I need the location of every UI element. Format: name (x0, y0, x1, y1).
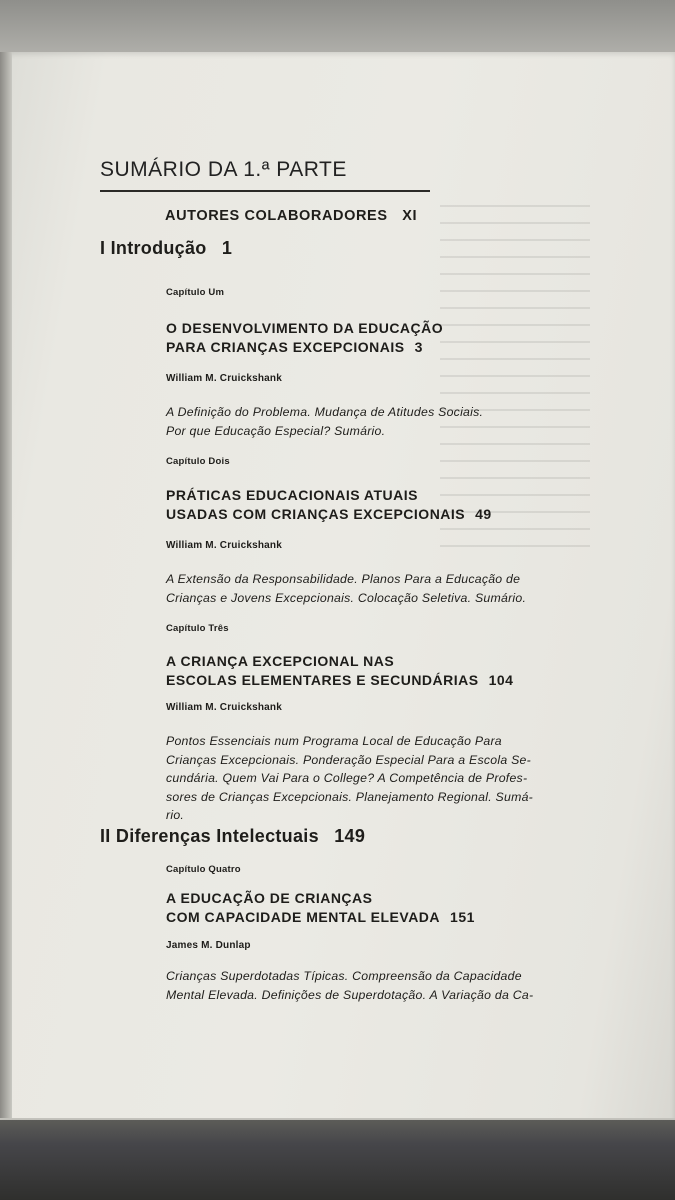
description-line: Crianças Superdotadas Típicas. Compreensão da Capacidade (166, 969, 522, 983)
part-page: 1 (221, 238, 233, 258)
part-page: 149 (334, 826, 366, 846)
description-line: Crianças e Jovens Excepcionais. Colocação Seletiva. Sumário. (166, 590, 527, 605)
part-heading (100, 826, 365, 847)
part-label: I Introdução (100, 238, 207, 258)
chapter-title-line: PRÁTICAS EDUCACIONAIS ATUAIS (166, 487, 419, 503)
description-line: A Extensão da Responsabilidade. Planos Para a Educação de (166, 572, 521, 586)
chapter-title-line (166, 908, 475, 927)
chapter-page: 3 (414, 339, 423, 355)
chapter-title-text: PARA CRIANÇAS EXCEPCIONAIS (166, 339, 405, 355)
chapter-title (166, 319, 443, 357)
part-label: II Diferenças Intelectuais (100, 826, 319, 846)
chapter-title-line (166, 338, 443, 357)
chapter-title-line (166, 505, 492, 524)
chapter-label: Capítulo Três (166, 623, 229, 634)
chapter-title (166, 652, 513, 690)
chapter-description (166, 570, 538, 607)
authors-label: AUTORES COLABORADORES (165, 208, 388, 224)
chapter-label: Capítulo Quatro (166, 864, 241, 875)
chapter-title-line: O DESENVOLVIMENTO DA EDUCAÇÃO (166, 320, 444, 336)
toc-title: SUMÁRIO DA 1.ª PARTE (100, 158, 347, 181)
chapter-title-text: ESCOLAS ELEMENTARES E SECUNDÁRIAS (166, 672, 479, 688)
chapter-page: 104 (488, 672, 514, 688)
background-bottom (0, 1120, 675, 1200)
authors-entry (165, 208, 417, 224)
page-spine-edge (0, 52, 12, 1147)
chapter-title (166, 889, 475, 927)
chapter-title-text: USADAS COM CRIANÇAS EXCEPCIONAIS (166, 506, 466, 522)
chapter-title (166, 486, 492, 524)
chapter-author: James M. Dunlap (166, 940, 251, 951)
chapter-description (166, 403, 538, 440)
chapter-description (166, 732, 538, 825)
chapter-label: Capítulo Um (166, 287, 225, 298)
description-line: rio. (166, 808, 185, 822)
part-heading (100, 238, 232, 259)
description-line: Mental Elevada. Definições de Superdotação. A Variação da Ca- (166, 987, 534, 1002)
description-line: Crianças Excepcionais. Ponderação Especial Para a Escola Se- (166, 752, 531, 767)
description-line: sores de Crianças Excepcionais. Planejamento Regional. Sumá- (166, 789, 534, 804)
chapter-title-line: A EDUCAÇÃO DE CRIANÇAS (166, 890, 373, 906)
authors-page: XI (402, 208, 418, 224)
chapter-description (166, 967, 538, 1004)
chapter-page: 49 (475, 506, 492, 522)
description-line: Por que Educação Especial? Sumário. (166, 423, 386, 438)
chapter-author: William M. Cruickshank (166, 540, 283, 551)
description-line: cundária. Quem Vai Para o College? A Competência de Profes- (166, 771, 528, 785)
chapter-title-line: A CRIANÇA EXCEPCIONAL NAS (166, 653, 395, 669)
chapter-title-text: COM CAPACIDADE MENTAL ELEVADA (166, 909, 441, 925)
description-line: A Definição do Problema. Mudança de Atitudes Sociais. (166, 405, 484, 419)
chapter-author: William M. Cruickshank (166, 702, 283, 713)
description-line: Pontos Essenciais num Programa Local de Educação Para (166, 734, 502, 748)
chapter-title-line (166, 671, 513, 690)
title-underline (100, 190, 430, 192)
chapter-label: Capítulo Dois (166, 456, 230, 467)
chapter-page: 151 (450, 909, 475, 925)
chapter-author: William M. Cruickshank (166, 373, 283, 384)
